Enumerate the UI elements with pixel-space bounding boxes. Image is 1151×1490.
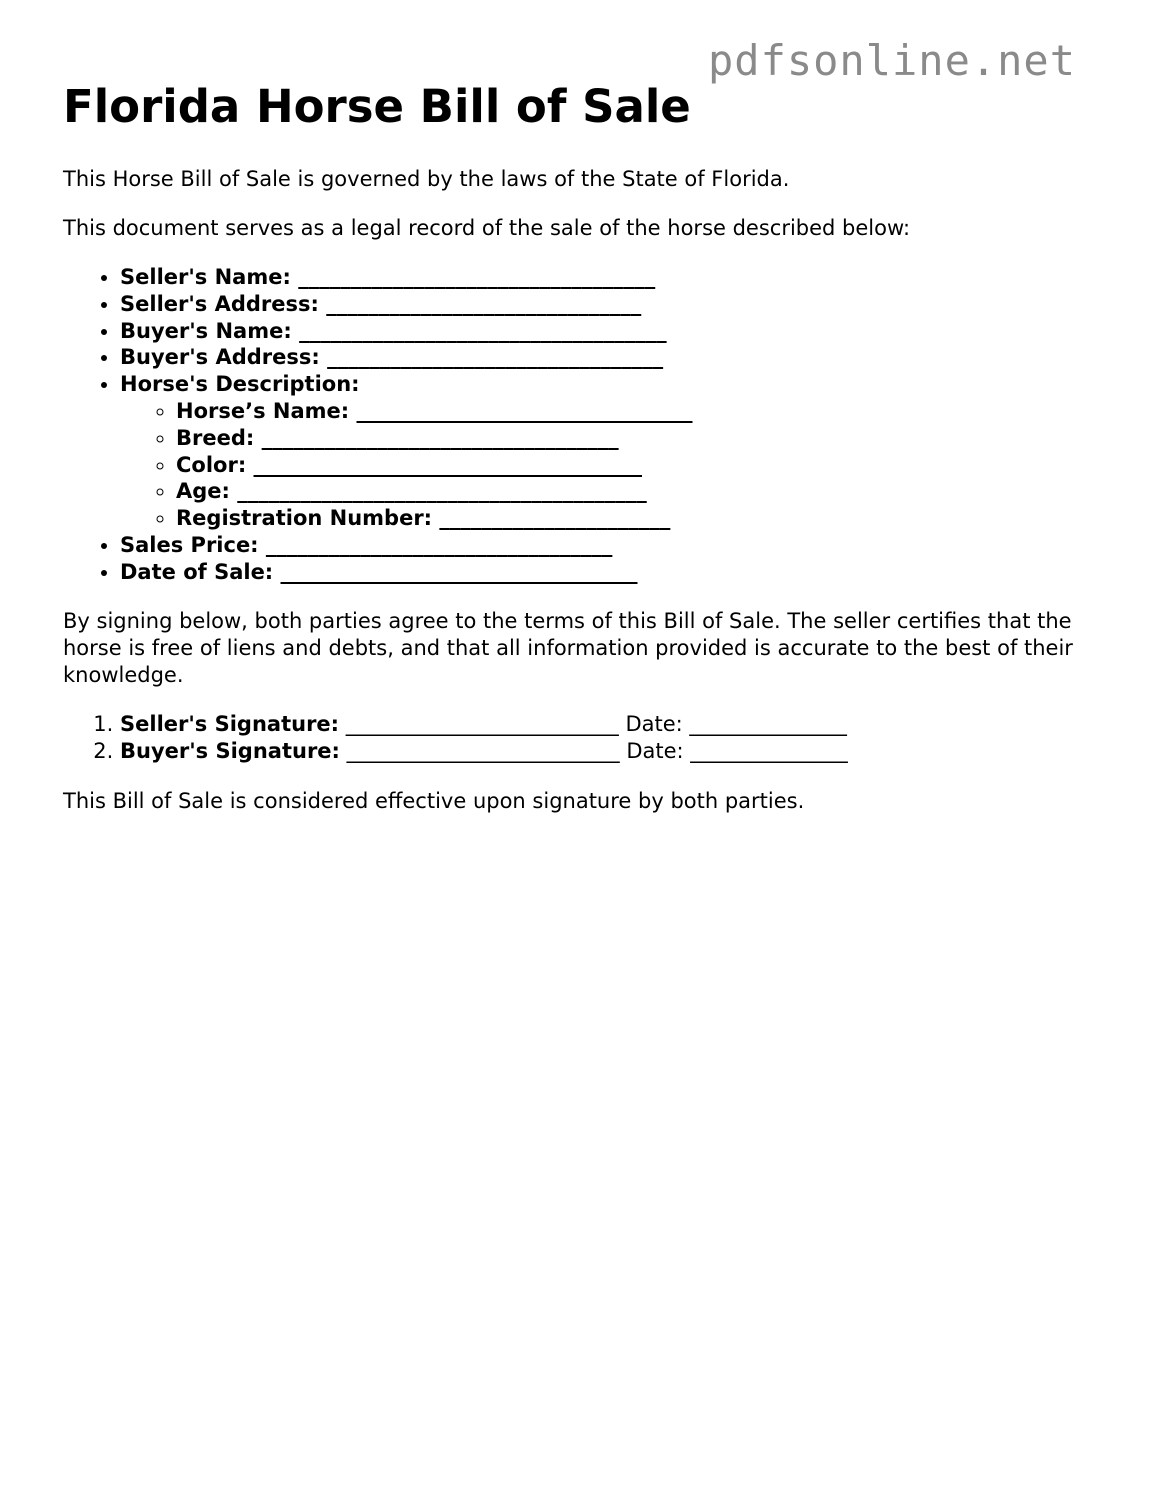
buyer-name-field[interactable]: ___________________________________ — [299, 318, 667, 343]
list-item-horse-name — [176, 398, 692, 425]
list-item-seller-signature — [120, 711, 848, 738]
agreement-paragraph: By signing below, both parties agree to the terms of this Bill of Sale. The seller certifies that the horse is free of liens and debts, and that all information provided is accurate to the best of their knowledge. — [63, 609, 1073, 687]
list-item-seller-name — [120, 264, 692, 291]
list-item-seller-address — [120, 291, 692, 318]
breed-field[interactable]: __________________________________ — [261, 425, 619, 450]
signature-list — [63, 711, 848, 765]
buyer-date-label: Date: — [626, 739, 684, 763]
seller-date-label: Date: — [625, 712, 683, 736]
age-label: Age: — [176, 479, 230, 504]
list-item-buyer-address — [120, 344, 692, 371]
seller-address-field[interactable]: ______________________________ — [326, 291, 642, 316]
horse-description-list — [120, 398, 692, 532]
horse-name-label: Horse’s Name: — [176, 398, 350, 423]
list-item-buyer-signature — [120, 738, 848, 765]
sales-price-field[interactable]: _________________________________ — [265, 532, 613, 557]
buyer-address-label: Buyer's Address: — [120, 345, 320, 370]
seller-address-label: Seller's Address: — [120, 291, 319, 316]
age-field[interactable]: _______________________________________ — [237, 479, 647, 504]
date-of-sale-label: Date of Sale: — [120, 559, 274, 584]
seller-name-field[interactable]: __________________________________ — [298, 265, 656, 289]
seller-signature-field[interactable]: __________________________ — [345, 712, 619, 736]
horse-name-field[interactable]: ________________________________ — [356, 398, 693, 423]
color-label: Color: — [176, 452, 247, 477]
list-item-sales-price — [120, 532, 692, 559]
buyer-signature-label: Buyer's Signature: — [120, 739, 340, 763]
date-of-sale-field[interactable]: __________________________________ — [280, 559, 638, 584]
list-item-breed — [176, 425, 692, 452]
buyer-signature-field[interactable]: __________________________ — [346, 739, 620, 763]
seller-date-field[interactable]: _______________ — [689, 712, 847, 736]
sales-price-label: Sales Price: — [120, 532, 259, 557]
list-item-age — [176, 478, 692, 505]
seller-name-label: Seller's Name: — [120, 265, 291, 289]
closing-paragraph: This Bill of Sale is considered effective upon signature by both parties. — [63, 789, 805, 813]
registration-number-label: Registration Number: — [176, 506, 433, 531]
horse-description-label: Horse's Description: — [120, 372, 360, 397]
seller-signature-label: Seller's Signature: — [120, 712, 340, 736]
list-item-buyer-name — [120, 318, 692, 345]
purpose-paragraph: This document serves as a legal record of the sale of the horse described below: — [63, 216, 911, 240]
list-item-registration-number — [176, 505, 692, 532]
breed-label: Breed: — [176, 425, 255, 450]
page-title: Florida Horse Bill of Sale — [63, 80, 691, 133]
list-item-color — [176, 452, 692, 479]
governing-law-paragraph: This Horse Bill of Sale is governed by the laws of the State of Florida. — [63, 167, 790, 191]
list-item-date-of-sale — [120, 559, 692, 586]
color-field[interactable]: _____________________________________ — [253, 452, 643, 477]
buyer-address-field[interactable]: ________________________________ — [327, 345, 664, 370]
registration-number-field[interactable]: ______________________ — [439, 506, 671, 531]
sale-details-list — [63, 264, 692, 586]
buyer-date-field[interactable]: _______________ — [690, 739, 848, 763]
watermark-text: pdfsonline.net — [708, 36, 1077, 85]
buyer-name-label: Buyer's Name: — [120, 318, 292, 343]
list-item-horse-description — [120, 371, 692, 532]
